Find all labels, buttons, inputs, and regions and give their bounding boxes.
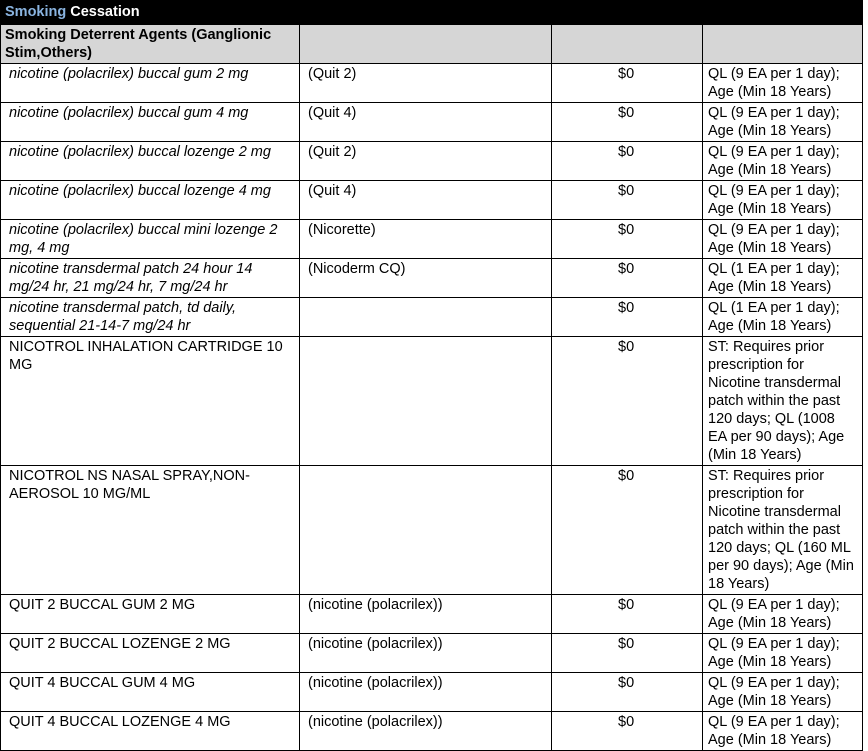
tier-cell: $0: [552, 595, 703, 634]
section-header-blank-cell: [552, 25, 703, 64]
drug-name-cell: nicotine transdermal patch, td daily, sequential 21-14-7 mg/24 hr: [1, 298, 300, 337]
drug-name-cell: NICOTROL INHALATION CARTRIDGE 10 MG: [1, 337, 300, 466]
tier-cell: $0: [552, 634, 703, 673]
requirements-cell: QL (9 EA per 1 day); Age (Min 18 Years): [703, 595, 863, 634]
requirements-cell: QL (9 EA per 1 day); Age (Min 18 Years): [703, 103, 863, 142]
drug-row: [1, 220, 863, 259]
tier-cell: $0: [552, 337, 703, 466]
requirements-cell: QL (9 EA per 1 day); Age (Min 18 Years): [703, 142, 863, 181]
tier-cell: $0: [552, 142, 703, 181]
drug-row: [1, 466, 863, 595]
tier-cell: $0: [552, 673, 703, 712]
tier-cell: $0: [552, 298, 703, 337]
drug-row: [1, 595, 863, 634]
requirements-cell: QL (9 EA per 1 day); Age (Min 18 Years): [703, 64, 863, 103]
category-title-blank-cell: [300, 1, 552, 25]
tier-cell: $0: [552, 103, 703, 142]
requirements-cell: ST: Requires prior prescription for Nicotine transdermal patch within the past 120 days; QL (160 ML per 90 days); Age (Min 18 Years): [703, 466, 863, 595]
brand-cell: (nicotine (polacrilex)): [300, 595, 552, 634]
requirements-cell: QL (9 EA per 1 day); Age (Min 18 Years): [703, 673, 863, 712]
tier-cell: $0: [552, 220, 703, 259]
brand-cell: (Quit 2): [300, 64, 552, 103]
drug-row: [1, 142, 863, 181]
brand-cell: [300, 466, 552, 595]
drug-row: [1, 634, 863, 673]
drug-row: [1, 298, 863, 337]
formulary-table-body: [1, 1, 863, 751]
brand-cell: (Nicoderm CQ): [300, 259, 552, 298]
drug-name-cell: nicotine (polacrilex) buccal gum 2 mg: [1, 64, 300, 103]
drug-row: [1, 181, 863, 220]
section-header-blank-cell: [703, 25, 863, 64]
drug-name-cell: nicotine transdermal patch 24 hour 14 mg/24 hr, 21 mg/24 hr, 7 mg/24 hr: [1, 259, 300, 298]
tier-cell: $0: [552, 64, 703, 103]
brand-cell: [300, 337, 552, 466]
category-title-blank-cell: [552, 1, 703, 25]
brand-cell: [300, 298, 552, 337]
drug-row: [1, 712, 863, 751]
brand-cell: (nicotine (polacrilex)): [300, 673, 552, 712]
brand-cell: (nicotine (polacrilex)): [300, 634, 552, 673]
requirements-cell: QL (9 EA per 1 day); Age (Min 18 Years): [703, 181, 863, 220]
tier-cell: $0: [552, 181, 703, 220]
category-title-accent: Smoking: [5, 4, 67, 20]
drug-name-cell: nicotine (polacrilex) buccal gum 4 mg: [1, 103, 300, 142]
drug-name-cell: nicotine (polacrilex) buccal lozenge 4 mg: [1, 181, 300, 220]
tier-cell: $0: [552, 712, 703, 751]
drug-name-cell: nicotine (polacrilex) buccal mini lozenge 2 mg, 4 mg: [1, 220, 300, 259]
tier-cell: $0: [552, 259, 703, 298]
section-header-blank-cell: [300, 25, 552, 64]
brand-cell: (nicotine (polacrilex)): [300, 712, 552, 751]
drug-row: [1, 259, 863, 298]
requirements-cell: QL (9 EA per 1 day); Age (Min 18 Years): [703, 712, 863, 751]
category-title-rest: Cessation: [66, 4, 140, 20]
section-header-row: [1, 25, 863, 64]
drug-row: [1, 673, 863, 712]
tier-cell: $0: [552, 466, 703, 595]
brand-cell: (Quit 2): [300, 142, 552, 181]
drug-name-cell: QUIT 4 BUCCAL LOZENGE 4 MG: [1, 712, 300, 751]
drug-row: [1, 64, 863, 103]
drug-name-cell: QUIT 2 BUCCAL GUM 2 MG: [1, 595, 300, 634]
drug-row: [1, 103, 863, 142]
requirements-cell: QL (9 EA per 1 day); Age (Min 18 Years): [703, 220, 863, 259]
category-title-row: [1, 1, 863, 25]
category-title-blank-cell: [703, 1, 863, 25]
drug-row: [1, 337, 863, 466]
brand-cell: (Nicorette): [300, 220, 552, 259]
requirements-cell: ST: Requires prior prescription for Nicotine transdermal patch within the past 120 days; QL (1008 EA per 90 days); Age (Min 18 Years): [703, 337, 863, 466]
drug-name-cell: NICOTROL NS NASAL SPRAY,NON-AEROSOL 10 MG/ML: [1, 466, 300, 595]
requirements-cell: QL (1 EA per 1 day); Age (Min 18 Years): [703, 298, 863, 337]
category-title: [1, 1, 300, 25]
requirements-cell: QL (1 EA per 1 day); Age (Min 18 Years): [703, 259, 863, 298]
drug-name-cell: QUIT 2 BUCCAL LOZENGE 2 MG: [1, 634, 300, 673]
section-header-label: Smoking Deterrent Agents (Ganglionic Stim,Others): [1, 25, 300, 64]
drug-name-cell: nicotine (polacrilex) buccal lozenge 2 mg: [1, 142, 300, 181]
brand-cell: (Quit 4): [300, 181, 552, 220]
requirements-cell: QL (9 EA per 1 day); Age (Min 18 Years): [703, 634, 863, 673]
brand-cell: (Quit 4): [300, 103, 552, 142]
drug-name-cell: QUIT 4 BUCCAL GUM 4 MG: [1, 673, 300, 712]
